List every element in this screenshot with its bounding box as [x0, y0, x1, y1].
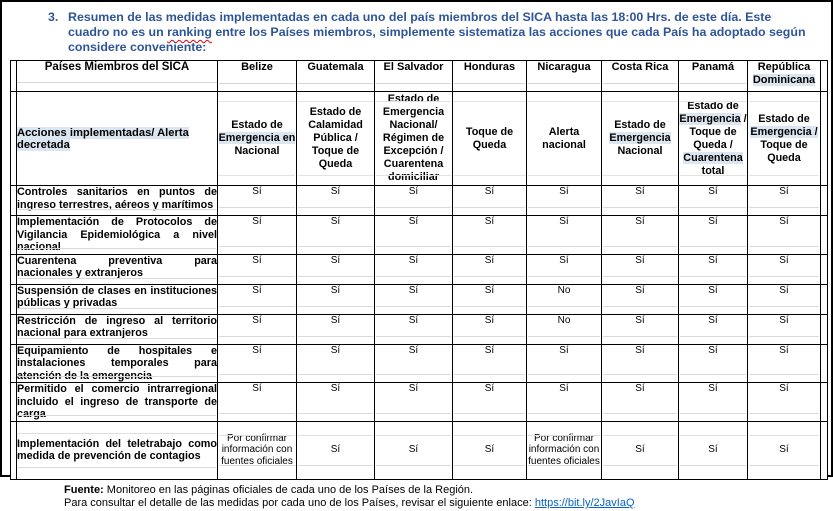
column-header-panama: Panamá [679, 61, 748, 92]
cell-value: Sí [375, 186, 453, 216]
table-row [11, 186, 828, 216]
edge-cell [821, 421, 828, 479]
edge-cell [821, 92, 828, 186]
cell-value: Sí [375, 421, 453, 479]
cell-value: Sí [748, 344, 821, 383]
cell-value: Por confirmar información con fuentes oficiales [218, 421, 297, 479]
row-label: Controles sanitarios en puntos de ingreso terrestres, aéreos y marítimos [17, 186, 218, 216]
cell-value: No [527, 314, 602, 344]
cell-value: Sí [679, 186, 748, 216]
cell-value: Sí [527, 186, 602, 216]
actions-header-cell: Acciones implementadas/ Alerta decretada [17, 92, 218, 186]
cell-value: Sí [453, 344, 527, 383]
column-header-nicaragua: Nicaragua [527, 61, 602, 92]
cell-value: Sí [453, 216, 527, 255]
column-header-belize: Belize [218, 61, 297, 92]
heading-number: 3. [48, 10, 59, 24]
source-label: Fuente: [64, 483, 104, 496]
alert-cell-panama: Estado de Emergencia / Toque de Queda / Cuarentena total [679, 92, 748, 186]
alert-cell-nicaragua: Alerta nacional [527, 92, 602, 186]
cell-value: Sí [297, 186, 375, 216]
cell-value: Sí [679, 254, 748, 284]
cell-value: Sí [748, 383, 821, 422]
cell-value: Sí [297, 314, 375, 344]
row-label: Cuarentena preventiva para nacionales y extranjeros [17, 254, 218, 284]
column-header-costa-rica: Costa Rica [602, 61, 679, 92]
cell-value: Sí [679, 314, 748, 344]
sica-measures-table [10, 60, 828, 480]
cell-value: Sí [218, 186, 297, 216]
source-link[interactable]: https://bit.ly/2JavIaQ [534, 497, 635, 509]
cell-value: Sí [453, 186, 527, 216]
cell-value: Sí [748, 186, 821, 216]
cell-value: Sí [453, 284, 527, 314]
cell-value: No [527, 284, 602, 314]
cell-value: Sí [602, 186, 679, 216]
row-label: Permitido el comercio intrarregional incluido el ingreso de transporte de carga [17, 383, 217, 420]
cell-value: Sí [679, 216, 748, 255]
cell-value: Sí [218, 344, 297, 383]
cell-value: Sí [527, 383, 602, 422]
cell-value: Sí [453, 314, 527, 344]
cell-value: Sí [527, 216, 602, 255]
row-label: Suspensión de clases en instituciones públicas y privadas [17, 284, 218, 314]
alert-cell-republica-dominicana: Estado de Emergencia / Toque de Queda [748, 92, 821, 186]
country-header-row [11, 61, 828, 92]
link-line: Para consultar el detalle de las medidas por cada uno de los Países, revisar el siguiente enlace: https://bit.ly/2JavIaQ [64, 497, 635, 509]
column-header-el-salvador: El Salvador [375, 61, 453, 92]
table-row [11, 344, 828, 383]
edge-cell [821, 186, 828, 216]
cell-value: Sí [375, 314, 453, 344]
cell-value: Sí [375, 216, 453, 255]
cell-value: Sí [602, 284, 679, 314]
cell-value: Sí [218, 216, 297, 255]
edge-cell [821, 314, 828, 344]
edge-cell [821, 383, 828, 422]
alert-header-row [11, 92, 828, 186]
heading-text: Resumen de las medidas implementadas en cada uno del país miembros del SICA hasta las 18:00 Hrs. de este día. Este cuadro no es un ranking entre los Países miembros, simplemente sistematiza las acciones que cada País ha adoptado según considere conveniente: [68, 10, 806, 54]
cell-value: Sí [218, 284, 297, 314]
table-row [11, 314, 828, 344]
cell-value: Sí [297, 216, 375, 255]
footer [64, 484, 821, 511]
cell-value: Por confirmar información con fuentes oficiales [527, 421, 602, 479]
row-label: Equipamiento de hospitales e instalaciones temporales para atención de la emergencia [17, 344, 217, 382]
edge-cell [821, 61, 828, 92]
cell-value: Sí [297, 421, 375, 479]
cell-value: Sí [218, 254, 297, 284]
table-row [11, 216, 828, 255]
column-header-republica-dominicana: República Dominicana [748, 61, 821, 92]
row-label: Restricción de ingreso al territorio nacional para extranjeros [17, 314, 218, 344]
cell-value: Sí [527, 344, 602, 383]
table-row [11, 383, 828, 422]
row-label: Implementación de Protocolos de Vigilancia Epidemiológica a nivel nacional [17, 216, 217, 253]
table-row [11, 284, 828, 314]
edge-cell [821, 216, 828, 255]
alert-cell-belize: Estado de Emergencia en Nacional [218, 92, 297, 186]
edge-cell [821, 254, 828, 284]
cell-value: Sí [375, 254, 453, 284]
cell-value: Sí [453, 383, 527, 422]
table-row [11, 421, 828, 479]
cell-value: Sí [602, 254, 679, 284]
cell-value: Sí [218, 383, 297, 422]
cell-value: Sí [297, 284, 375, 314]
cell-value: Sí [297, 383, 375, 422]
misspelled-word: ranking [167, 25, 212, 39]
edge-cell [821, 344, 828, 383]
cell-value: Sí [527, 254, 602, 284]
table-row [11, 254, 828, 284]
alert-cell-honduras: Toque de Queda [453, 92, 527, 186]
source-line: Fuente: Monitoreo en las páginas oficiales de cada uno de los Países de la Región. [64, 483, 474, 496]
cell-value: Sí [679, 383, 748, 422]
cell-value: Sí [375, 344, 453, 383]
column-header-honduras: Honduras [453, 61, 527, 92]
cell-value: Sí [748, 254, 821, 284]
alert-cell-guatemala: Estado de Calamidad Pública / Toque de Queda [297, 92, 375, 186]
cell-value: Sí [218, 314, 297, 344]
cell-value: Sí [602, 344, 679, 383]
cell-value: Sí [679, 344, 748, 383]
cell-value: Sí [748, 284, 821, 314]
cell-value: Sí [602, 421, 679, 479]
cell-value: Sí [375, 284, 453, 314]
cell-value: Sí [679, 421, 748, 479]
alert-cell-costa-rica: Estado de Emergencia Nacional [602, 92, 679, 186]
corner-header: Países Miembros del SICA [17, 61, 218, 92]
cell-value: Sí [679, 284, 748, 314]
alert-cell-el-salvador: Estado de Emergencia Nacional/ Régimen de Excepción / Cuarentena domiciliar [375, 92, 453, 186]
cell-value: Sí [297, 344, 375, 383]
cell-value: Sí [602, 314, 679, 344]
cell-value: Sí [297, 254, 375, 284]
cell-value: Sí [453, 421, 527, 479]
section-heading [48, 10, 807, 55]
row-label: Implementación del teletrabajo como medida de prevención de contagios [17, 421, 218, 479]
cell-value: Sí [602, 216, 679, 255]
cell-value: Sí [453, 254, 527, 284]
edge-cell [821, 284, 828, 314]
cell-value: Sí [748, 421, 821, 479]
column-header-guatemala: Guatemala [297, 61, 375, 92]
cell-value: Sí [748, 216, 821, 255]
cell-value: Sí [602, 383, 679, 422]
cell-value: Sí [748, 314, 821, 344]
cell-value: Sí [375, 383, 453, 422]
